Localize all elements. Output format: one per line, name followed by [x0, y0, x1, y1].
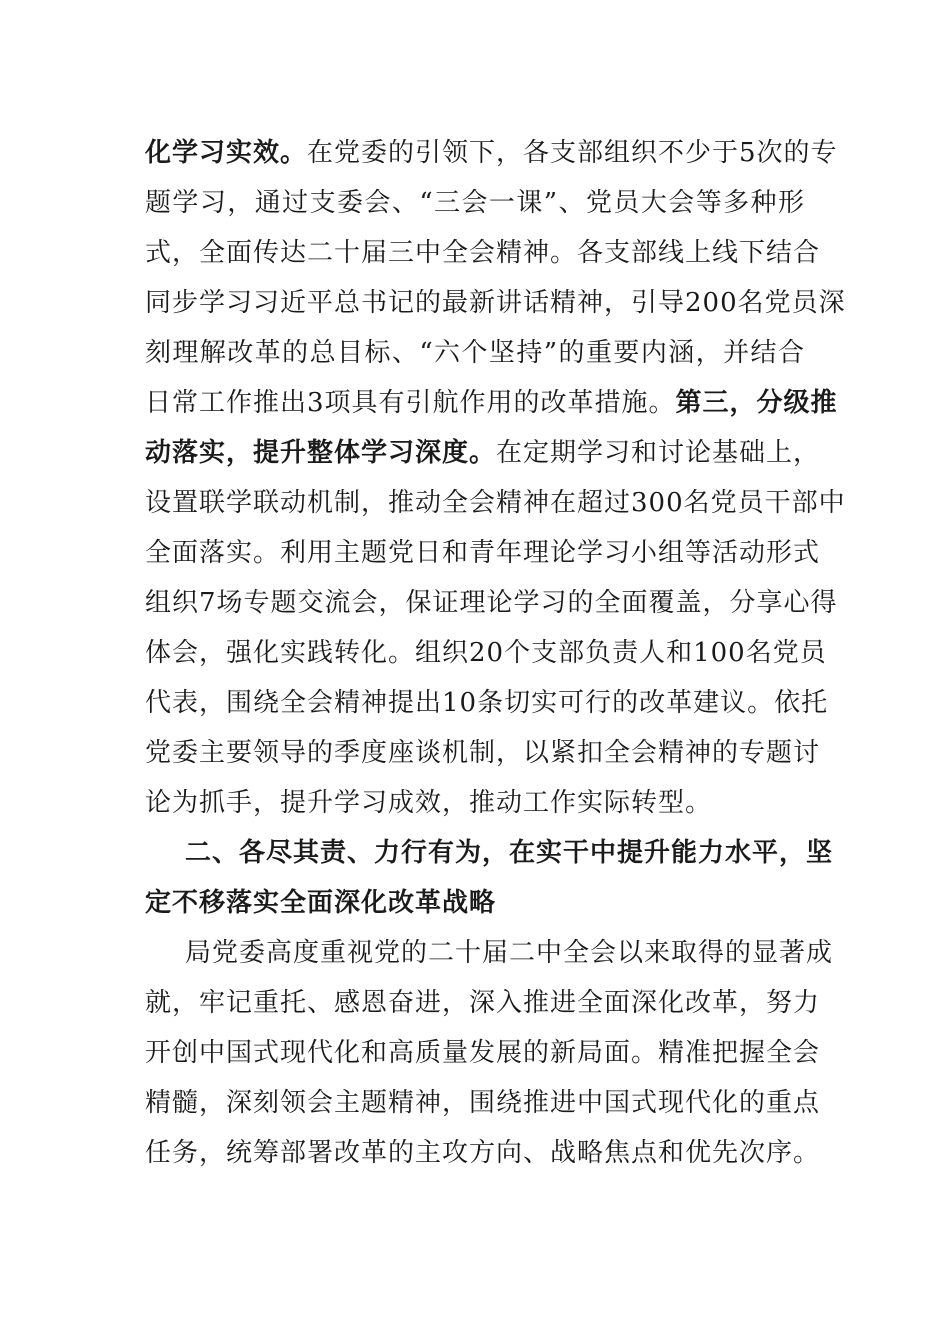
heading-line: 定不移落实全面深化改革战略: [145, 888, 497, 918]
bold-lead-text: 动落实，提升整体学习深度。: [145, 438, 497, 468]
bold-lead-text: 第三，分级推: [675, 388, 838, 418]
text-line: 开创中国式现代化和高质量发展的新局面。精准把握全会: [145, 1038, 821, 1068]
text-line: 同步学习习近平总书记的最新讲话精神，引导200名党员深: [145, 288, 846, 318]
text-line: 全面落实。利用主题党日和青年理论学习小组等活动形式: [145, 538, 821, 568]
text-line: [145, 378, 838, 428]
text-line: [145, 128, 838, 178]
text-line: 局党委高度重视党的二十届二中全会以来取得的显著成: [185, 938, 834, 968]
text-line: 题学习，通过支委会、“三会一课”、党员大会等多种形: [145, 188, 805, 218]
text-line: 体会，强化实践转化。组织20个支部负责人和100名党员: [145, 638, 827, 668]
text-line: 代表，围绕全会精神提出10条切实可行的改革建议。依托: [145, 688, 829, 718]
text-line: 组织7场专题交流会，保证理论学习的全面覆盖，分享心得: [145, 588, 838, 618]
text-line: [145, 428, 821, 478]
paragraph-reform-strategy: [145, 928, 834, 1178]
body-text: 在党委的引领下，各支部组织不少于5次的专: [307, 138, 838, 168]
document-page: [145, 128, 846, 1178]
text-line: 式，全面传达二十届三中全会精神。各支部线上线下结合: [145, 238, 821, 268]
section-heading-2: [145, 828, 834, 928]
text-line: 就，牢记重托、感恩奋进，深入推进全面深化改革，努力: [145, 988, 821, 1018]
body-text: 日常工作推出3项具有引航作用的改革措施。: [145, 388, 676, 418]
text-line: 设置联学联动机制，推动全会精神在超过300名党员干部中: [145, 488, 846, 518]
text-line: 精髓，深刻领会主题精神，围绕推进中国式现代化的重点: [145, 1088, 821, 1118]
text-line: 党委主要领导的季度座谈机制，以紧扣全会精神的专题讨: [145, 738, 821, 768]
text-line: 论为抓手，提升学习成效，推动工作实际转型。: [145, 788, 713, 818]
paragraph-study-results: [145, 128, 846, 828]
text-line: 任务，统筹部署改革的主攻方向、战略焦点和优先次序。: [145, 1138, 821, 1168]
heading-line: 二、各尽其责、力行有为，在实干中提升能力水平，坚: [185, 838, 834, 868]
body-text: 在定期学习和讨论基础上，: [496, 438, 821, 468]
text-line: 刻理解改革的总目标、“六个坚持”的重要内涵，并结合: [145, 338, 805, 368]
bold-lead-text: 化学习实效。: [145, 138, 308, 168]
